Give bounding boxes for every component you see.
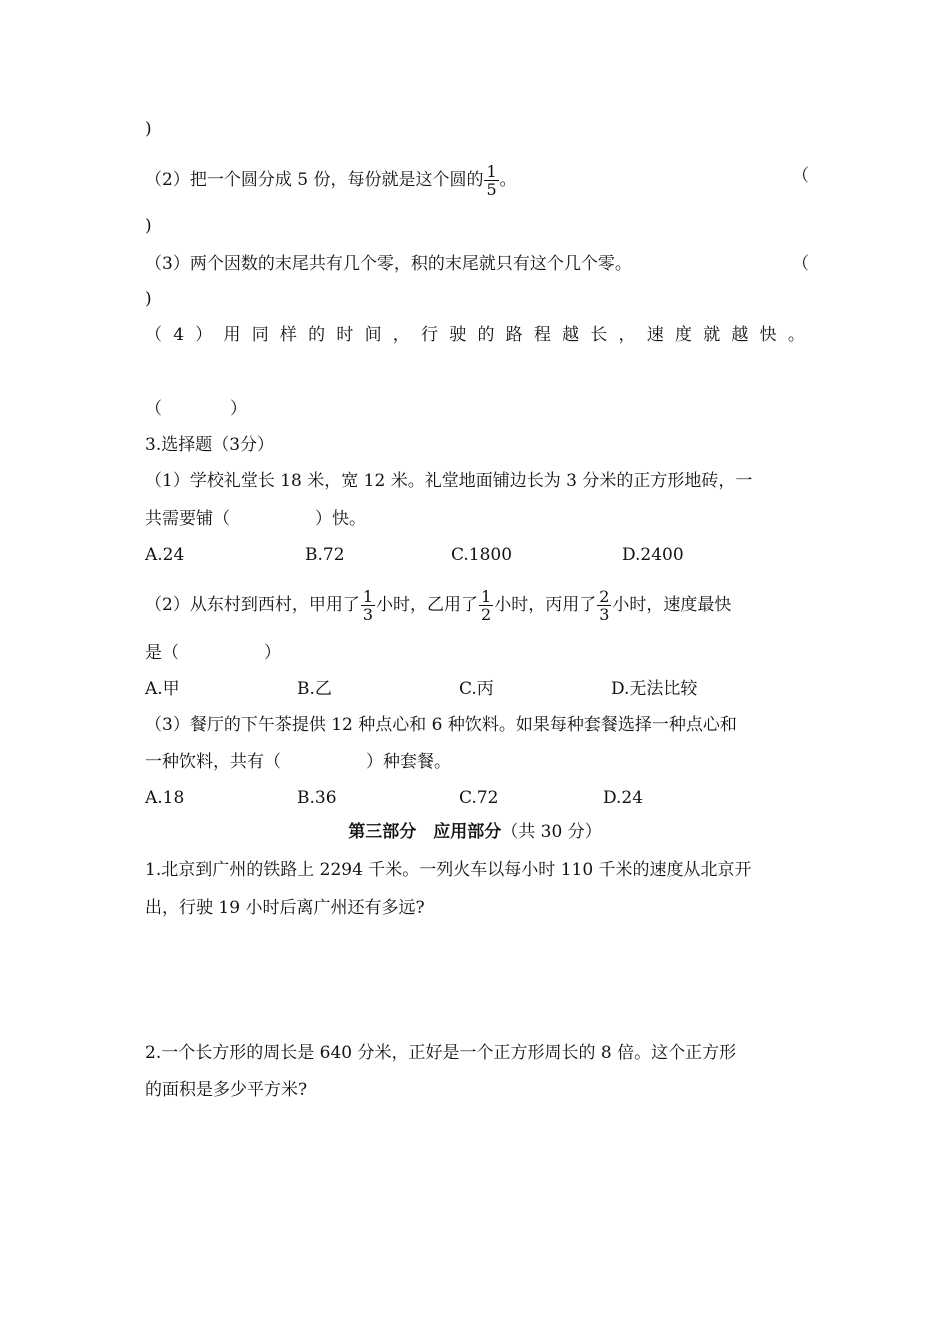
fraction-numerator: 1 xyxy=(481,587,492,606)
problem2-line2: 的面积是多少平方米? xyxy=(145,1080,308,1100)
part3-heading-bold: 第三部分 应用部分 xyxy=(348,822,502,842)
choice-q1-option-c: C.1800 xyxy=(451,545,513,565)
fraction-one-fifth xyxy=(484,163,498,198)
fraction-numerator: 1 xyxy=(362,587,374,606)
q4-char: （ xyxy=(145,325,162,345)
q4-char: 程 xyxy=(533,325,551,345)
choice-q1-line2: 共需要铺（ ）快。 xyxy=(145,509,366,529)
choice-q3-line2: 一种饮料，共有（ ）种套餐。 xyxy=(145,752,451,772)
judge-q3-open-paren: （ xyxy=(792,254,809,274)
q4-char: 的 xyxy=(308,325,326,345)
choice-q1-option-a: A.24 xyxy=(145,545,185,565)
judge-q2-close-paren: ) xyxy=(145,216,152,236)
fraction-denominator: 3 xyxy=(599,605,610,624)
choice-q1-option-b: B.72 xyxy=(305,545,345,565)
fraction-denominator: 5 xyxy=(486,180,497,199)
choice-q2-text-d: 小时，速度最快 xyxy=(612,595,732,615)
q4-char: 路 xyxy=(505,325,523,345)
q4-char: 用 xyxy=(223,325,241,345)
judge-q3-close-paren: ) xyxy=(145,289,152,309)
choice-q2-line1 xyxy=(145,588,731,623)
q4-char: 间 xyxy=(364,325,382,345)
choice-q2-text-a: （2）从东村到西村，甲用了 xyxy=(145,595,360,615)
choice-q2-option-b: B.乙 xyxy=(297,679,332,699)
judge-q3-text: （3）两个因数的末尾共有几个零，积的末尾就只有这个几个零。 xyxy=(145,254,632,274)
judge-q1-close-paren: ) xyxy=(145,119,152,139)
q4-char: 度 xyxy=(674,325,692,345)
q4-char: ， xyxy=(618,325,636,345)
judge-q2-open-paren: （ xyxy=(792,166,809,186)
judge-q4-answer-paren: （ ） xyxy=(145,399,247,419)
choice-q2-option-a: A.甲 xyxy=(145,679,180,699)
q4-char: 4 xyxy=(173,325,185,345)
part3-heading-score: （共 30 分） xyxy=(501,822,602,842)
q4-char: 样 xyxy=(279,325,297,345)
q4-char: 就 xyxy=(703,325,721,345)
q4-char: 。 xyxy=(787,325,805,345)
judge-q2 xyxy=(145,163,517,198)
judge-q4-text xyxy=(145,322,805,348)
q4-char: 越 xyxy=(731,325,749,345)
part3-heading xyxy=(0,819,950,845)
q4-char: 长 xyxy=(590,325,608,345)
choice-q2-option-d: D.无法比较 xyxy=(611,679,698,699)
q4-char: 行 xyxy=(421,325,439,345)
choice-q2-text-c: 小时，丙用了 xyxy=(494,595,597,615)
choice-q3-option-a: A.18 xyxy=(145,788,185,808)
q4-char: 驶 xyxy=(449,325,467,345)
fraction-numerator: 2 xyxy=(599,587,610,606)
choice-q1-line1: （1）学校礼堂长 18 米，宽 12 米。礼堂地面铺边长为 3 分米的正方形地砖，一 xyxy=(145,471,753,491)
q4-char: 时 xyxy=(336,325,354,345)
choice-q3-option-d: D.24 xyxy=(603,788,644,808)
choice-q3-option-b: B.36 xyxy=(297,788,337,808)
choice-q1-option-d: D.2400 xyxy=(622,545,684,565)
fraction-denominator: 2 xyxy=(481,605,492,624)
fraction-numerator: 1 xyxy=(486,162,497,181)
q4-char: 的 xyxy=(477,325,495,345)
fraction-one-half xyxy=(479,588,493,623)
problem1-line1: 1.北京到广州的铁路上 2294 千米。一列火车以每小时 110 千米的速度从北京开 xyxy=(145,860,752,880)
q4-char: 同 xyxy=(251,325,269,345)
choice-q3-option-c: C.72 xyxy=(459,788,499,808)
fraction-denominator: 3 xyxy=(362,605,374,624)
judge-q2-end: 。 xyxy=(499,170,517,190)
choice-q2-text-b: 小时，乙用了 xyxy=(376,595,479,615)
q4-char: 快 xyxy=(759,325,777,345)
choice-q2-line2: 是（ ） xyxy=(145,643,281,663)
choice-q2-option-c: C.丙 xyxy=(459,679,494,699)
fraction-two-thirds xyxy=(597,588,611,623)
choice-section-title: 3.选择题（3分） xyxy=(145,435,275,455)
q4-char: 速 xyxy=(646,325,664,345)
q4-char: ） xyxy=(195,325,213,345)
problem2-line1: 2.一个长方形的周长是 640 分米，正好是一个正方形周长的 8 倍。这个正方形 xyxy=(145,1043,737,1063)
q4-char: 越 xyxy=(562,325,580,345)
q4-char: ， xyxy=(392,325,410,345)
fraction-one-third xyxy=(361,588,375,623)
choice-q3-line1: （3）餐厅的下午茶提供 12 种点心和 6 种饮料。如果每种套餐选择一种点心和 xyxy=(145,715,737,735)
problem1-line2: 出，行驶 19 小时后离广州还有多远? xyxy=(145,898,425,918)
judge-q2-text: （2）把一个圆分成 5 份，每份就是这个圆的 xyxy=(145,170,484,190)
